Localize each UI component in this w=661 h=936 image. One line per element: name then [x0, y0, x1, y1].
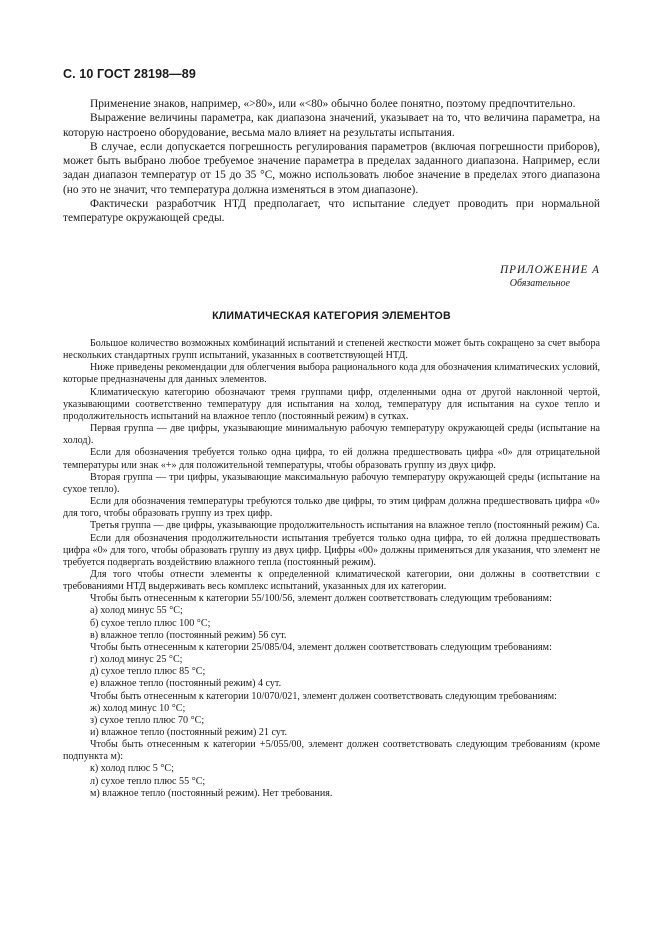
example-lead: Чтобы быть отнесенным к категории 25/085/04, элемент должен соответствовать следующим требованиям:	[90, 641, 552, 653]
section-body	[63, 338, 600, 800]
paragraph: Третья группа — две цифры, указывающие продолжительность испытания на влажное тепло (постоянный режим) Са.	[90, 520, 600, 532]
example-lead: Чтобы быть отнесенным к категории 55/100/56, элемент должен соответствовать следующим требованиям:	[90, 593, 552, 605]
section-title: КЛИМАТИЧЕСКАЯ КАТЕГОРИЯ ЭЛЕМЕНТОВ	[212, 310, 451, 322]
appendix-label-block	[500, 264, 600, 289]
paragraph: Вторая группа — три цифры, указывающие максимальную рабочую температуру окружающей среды (испытание на сухое тепло).	[63, 471, 600, 495]
list-item: к) холод плюс 5 °С;	[90, 763, 174, 775]
paragraph: В случае, если допускается погрешность регулирования параметров (включая погрешности приборов), может быть выбрано любое требуемое значение параметра в пределах заданного диапазона. Например, если задан диапазон температур от 15 до 35 °С, можно использовать любое значение в пределах этого диапазона (но это не значит, что температура должна изменяться в этом диапазоне).	[63, 140, 600, 196]
list-item: д) сухое тепло плюс 85 °С;	[90, 666, 206, 678]
list-item: е) влажное тепло (постоянный режим) 4 сут.	[90, 678, 282, 690]
paragraph: Применение знаков, например, «>80», или «<80» обычно более понятно, поэтому предпочтительно.	[90, 98, 576, 110]
list-item: б) сухое тепло плюс 100 °С;	[90, 617, 211, 629]
paragraph: Если для обозначения температуры требуются только две цифры, то этим цифрам должна предшествовать цифра «0» для того, чтобы образовать группу из трех цифр.	[63, 496, 600, 520]
list-item: в) влажное тепло (постоянный режим) 56 сут.	[90, 629, 287, 641]
paragraph: Ниже приведены рекомендации для облегчения выбора рационального кода для обозначения климатических условий, которые предназначены для данных элементов.	[63, 362, 600, 386]
list-item: ж) холод минус 10 °С;	[90, 702, 186, 714]
appendix-status: Обязательное	[509, 278, 570, 289]
list-item: а) холод минус 55 °С;	[90, 605, 183, 617]
list-item: з) сухое тепло плюс 70 °С;	[90, 714, 205, 726]
paragraph: Выражение величины параметра, как диапазона значений, указывает на то, что величина параметра, на которую настроено оборудование, весьма мало влияет на результаты испытания.	[63, 112, 600, 139]
example-lead: Чтобы быть отнесенным к категории 10/070/021, элемент должен соответствовать следующим требованиям:	[90, 690, 557, 702]
list-item: и) влажное тепло (постоянный режим) 21 сут.	[90, 727, 288, 738]
intro-text	[63, 97, 600, 226]
example-lead: Чтобы быть отнесенным к категории +5/055/00, элемент должен соответствовать следующим требованиям (кроме подпункта м):	[63, 739, 600, 763]
paragraph: Если для обозначения требуется только одна цифра, то ей должна предшествовать цифра «0» для отрицательной температуры или знак «+» для положительной температуры, чтобы образовать группу из двух цифр.	[63, 447, 600, 471]
list-item: л) сухое тепло плюс 55 °С;	[90, 775, 206, 787]
paragraph: Климатическую категорию обозначают тремя группами цифр, отделенными одна от другой наклонной чертой, указывающими соответственно температуру для испытания на холод, температуру для испытания на сухое тепло и продолжительность испытаний на влажное тепло (постоянный режим) в сутках.	[63, 386, 600, 422]
page-header: С. 10 ГОСТ 28198—89	[63, 67, 196, 81]
appendix-label: ПРИЛОЖЕНИЕ А	[500, 264, 600, 276]
paragraph: Если для обозначения продолжительности испытания требуется только одна цифра, то ей должна предшествовать цифра «0» для того, чтобы образовать группу из двух цифр. Цифры «00» должны применяться для указания, что элемент не требуется подвергать воздействию влажного тепла (постоянный режим).	[63, 532, 600, 568]
paragraph: Фактически разработчик НТД предполагает, что испытание следует проводить при нормальной температуре окружающей среды.	[63, 198, 600, 225]
paragraph: Первая группа — две цифры, указывающие минимальную рабочую температуру окружающей среды (испытание на холод).	[63, 423, 600, 447]
paragraph: Для того чтобы отнести элементы к определенной климатической категории, они должны в соответствии с требованиями НТД выдерживать весь комплекс испытаний, указанных для их категории.	[63, 568, 600, 593]
paragraph: Большое количество возможных комбинаций испытаний и степеней жесткости может быть сокращено за счет выбора нескольких стандартных групп испытаний, указанных в соответствующей НТД.	[63, 338, 600, 362]
list-item: г) холод минус 25 °С;	[90, 654, 183, 666]
list-item: м) влажное тепло (постоянный режим). Нет требования.	[90, 787, 333, 799]
